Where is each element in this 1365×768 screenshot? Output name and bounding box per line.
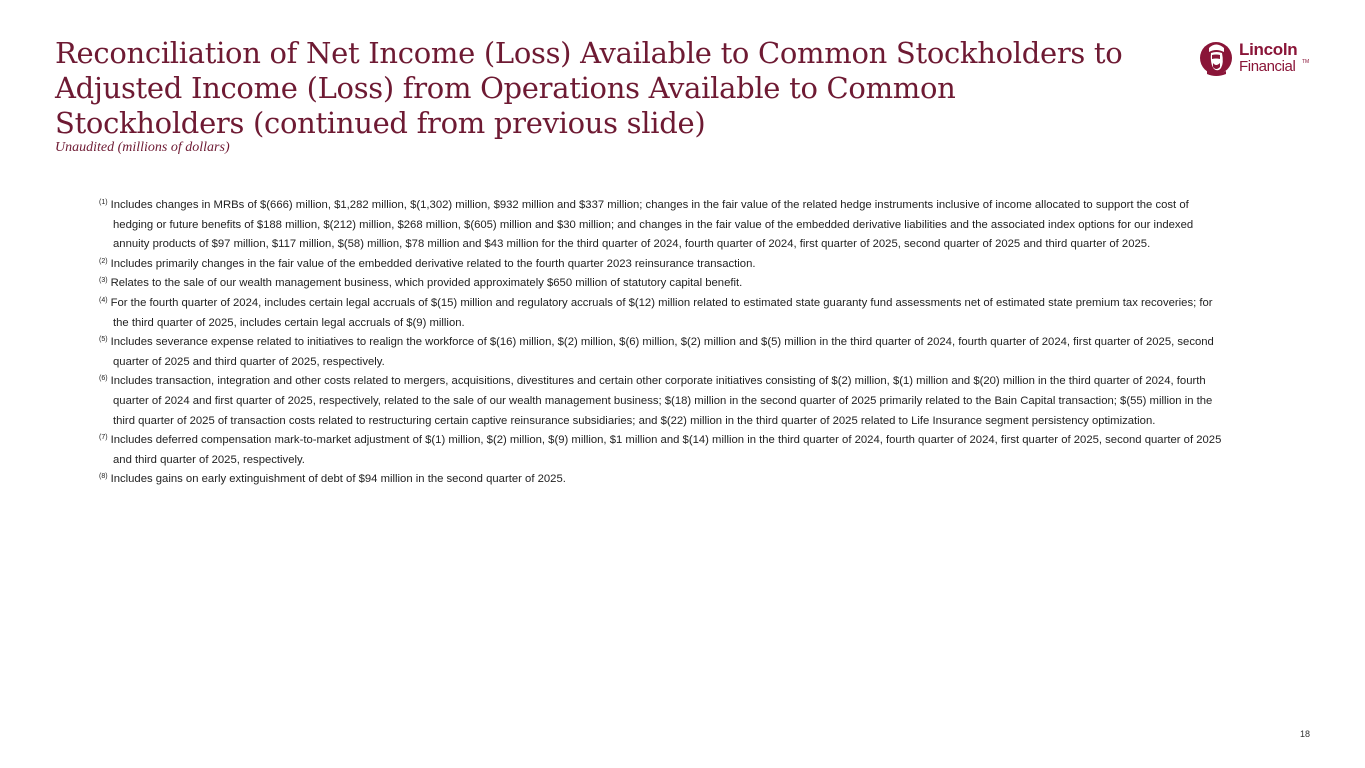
footnote [99,294,1224,333]
footnote [99,255,1224,275]
title-line-2: Adjusted Income (Loss) from Operations Available to Common [55,71,956,105]
footnote-marker: (2) [99,257,108,265]
company-logo [1199,38,1317,80]
footnote [99,196,1224,255]
footnote-text: For the fourth quarter of 2024, includes certain legal accruals of $(15) million and regulatory accruals of $(12) million related to estimated state guaranty fund assessments net of estimated state premium tax recoveries; for the third quarter of 2025, includes certain legal accruals of $(9) million. [110,296,1213,329]
lincoln-portrait-icon [1199,38,1237,78]
footnote-marker: (8) [99,473,108,481]
footnote-text: Includes transaction, integration and other costs related to mergers, acquisitions, divestitures and certain other corporate initiatives consisting of $(2) million, $(1) million and $(20) million in the third quarter of 2024, fourth quarter of 2024 and first quarter of 2025, respectively, related to the sale of our wealth management business; $(18) million in the second quarter of 2025 primarily related to the Bain Capital transaction; $(55) million in the third quarter of 2025 of transaction costs related to restructuring certain captive reinsurance subsidiaries; and $(22) million in the third quarter of 2025 related to Life Insurance segment persistency optimization. [110,375,1213,427]
footnote-text: Includes primarily changes in the fair value of the embedded derivative related to the fourth quarter 2023 reinsurance transaction. [110,257,756,270]
logo-trademark: TM [1302,59,1310,65]
footnote-marker: (6) [99,375,108,383]
footnote [99,431,1224,470]
footnote [99,333,1224,372]
title-line-3: Stockholders (continued from previous slide) [55,106,706,140]
footnotes-list [99,196,1224,490]
title-line-1: Reconciliation of Net Income (Loss) Available to Common Stockholders to [55,36,1123,70]
footnote [99,470,1224,490]
page-subtitle: Unaudited (millions of dollars) [55,140,230,155]
footnote-text: Includes deferred compensation mark-to-market adjustment of $(1) million, $(2) million, $(9) million, $1 million and $(14) million in the third quarter of 2024, fourth quarter of 2024, first quarter of 2025, second quarter of 2025 and third quarter of 2025, respectively. [110,434,1222,466]
footnote-text: Relates to the sale of our wealth management business, which provided approximately $650 million of statutory capital benefit. [110,277,743,290]
footnote-marker: (7) [99,434,108,442]
footnote-text: Includes severance expense related to initiatives to realign the workforce of $(16) million, $(2) million, $(6) million, $(2) million and $(5) million in the third quarter of 2024, fourth quarter of 2024, first quarter of 2025, second quarter of 2025 and third quarter of 2025, respectively. [110,336,1214,368]
footnote-marker: (3) [99,277,108,285]
footnote-marker: (4) [99,296,108,304]
page-number: 18 [1299,729,1310,739]
footnote [99,372,1224,431]
footnote-text: Includes gains on early extinguishment of debt of $94 million in the second quarter of 2025. [110,473,566,486]
footnote-marker: (1) [99,199,108,206]
footnote [99,274,1224,294]
logo-word-financial: Financial [1239,58,1296,75]
footnote-marker: (5) [99,336,108,344]
page-title [55,36,1145,141]
logo-word-lincoln: Lincoln [1239,40,1298,59]
footnote-text: Includes changes in MRBs of $(666) million, $1,282 million, $(1,302) million, $932 million and $337 million; changes in the fair value of the related hedge instruments inclusive of income allocated to support the cost of hedging or future benefits of $188 million, $(212) million, $268 million, $(605) million and $30 million; and changes in the fair value of the embedded derivative liabilities and the associated index options for our indexed annuity products of $97 million, $117 million, $(58) million, $78 million and $43 million for the third quarter of 2024, fourth quarter of 2024, first quarter of 2025, second quarter of 2025 and third quarter of 2025. [110,199,1194,251]
